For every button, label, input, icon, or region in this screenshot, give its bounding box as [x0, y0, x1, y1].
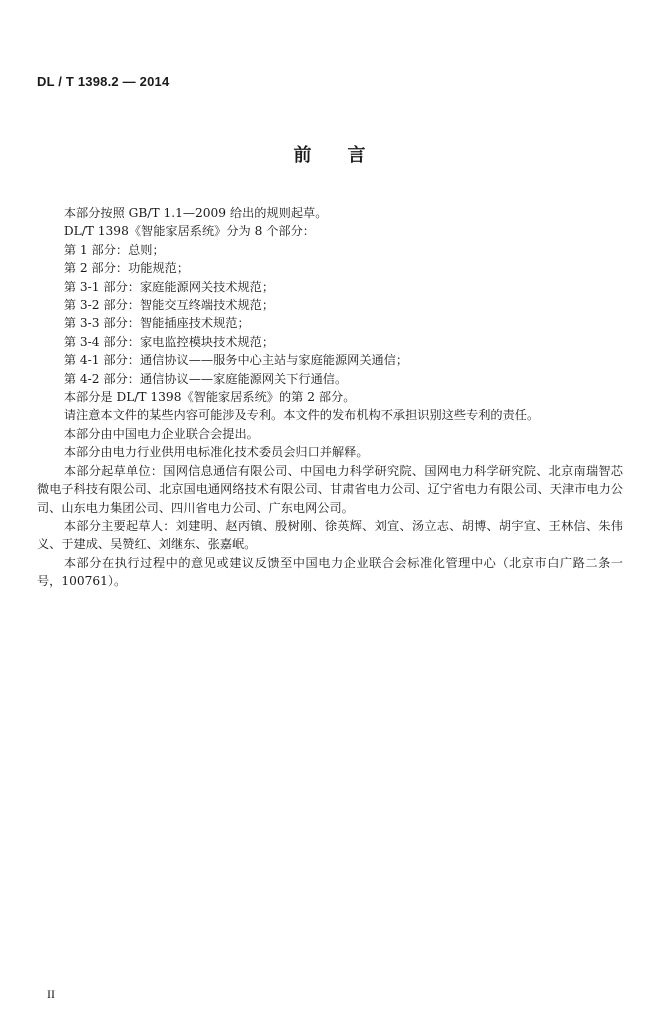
title-char-1: 前 [293, 145, 312, 166]
page-title [0, 141, 659, 167]
list-item-part-3-2: 第 3-2 部分：智能交互终端技术规范； [63, 298, 275, 313]
paragraph-managed-by: 本部分由电力行业供用电标准化技术委员会归口并解释。 [63, 445, 369, 460]
list-item-part-3-1: 第 3-1 部分：家庭能源网关技术规范； [63, 279, 275, 294]
paragraph-drafters: 本部分主要起草人：刘建明、赵丙镇、殷树刚、徐英辉、刘宣、汤立志、胡博、胡宇宣、王林信、朱伟义、于建成、吴赞红、刘继东、张嘉岷。 [37, 518, 623, 552]
list-item-part-4-2: 第 4-2 部分：通信协议——家庭能源网关下行通信。 [63, 371, 348, 386]
page-number: II [47, 987, 55, 1001]
paragraph-drafting-rules: 本部分按照 GB/T 1.1—2009 给出的规则起草。 [63, 206, 328, 220]
list-item-part-1: 第 1 部分：总则； [63, 242, 165, 257]
list-item-part-3-4: 第 3-4 部分：家电监控模块技术规范； [63, 334, 275, 349]
paragraph-patent-notice: 请注意本文件的某些内容可能涉及专利。本文件的发布机构不承担识别这些专利的责任。 [63, 408, 540, 423]
list-item-part-2: 第 2 部分：功能规范； [63, 261, 190, 276]
paragraph-series-intro: DL/T 1398《智能家居系统》分为 8 个部分： [63, 224, 315, 239]
paragraph-this-part: 本部分是 DL/T 1398《智能家居系统》的第 2 部分。 [63, 390, 356, 405]
list-item-part-3-3: 第 3-3 部分：智能插座技术规范； [63, 316, 250, 331]
paragraph-proposed-by: 本部分由中国电力企业联合会提出。 [63, 426, 259, 441]
standard-code: DL / T 1398.2 — 2014 [37, 74, 170, 89]
paragraph-feedback: 本部分在执行过程中的意见或建议反馈至中国电力企业联合会标准化管理中心（北京市白广路二条一号，100761）。 [37, 555, 623, 589]
foreword-body [37, 204, 623, 591]
title-char-2: 言 [347, 145, 366, 166]
paragraph-drafting-units: 本部分起草单位：国网信息通信有限公司、中国电力科学研究院、国网电力科学研究院、北京南瑞智芯微电子科技有限公司、北京国电通网络技术有限公司、甘肃省电力公司、辽宁省电力有限公司、天津市电力公司、山东电力集团公司、四川省电力公司、广东电网公司。 [37, 463, 623, 515]
list-item-part-4-1: 第 4-1 部分：通信协议——服务中心主站与家庭能源网关通信； [63, 353, 409, 368]
